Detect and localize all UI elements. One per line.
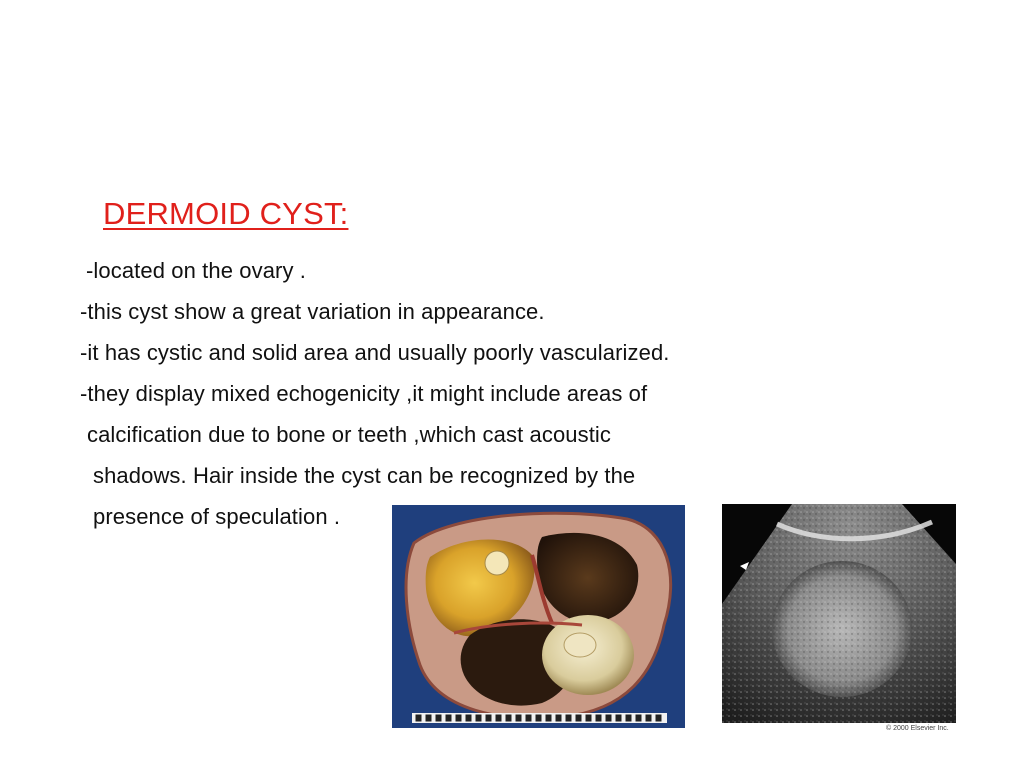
bullet-line-shadows: shadows. Hair inside the cyst can be recognized by the: [93, 463, 636, 488]
ultrasound-image: [722, 504, 956, 723]
image-credit: © 2000 Elsevier Inc.: [886, 725, 949, 732]
specimen-photo: [392, 505, 685, 728]
bullet-line-located: -located on the ovary .: [86, 258, 306, 283]
bullet-line-speculation: presence of speculation .: [93, 504, 341, 529]
bullet-line-cystic-solid: -it has cystic and solid area and usually poorly vascularized.: [80, 340, 670, 365]
bullet-line-variation: -this cyst show a great variation in appearance.: [80, 299, 545, 324]
slide-title: DERMOID CYST:: [103, 196, 349, 231]
bullet-line-calcification: calcification due to bone or teeth ,which cast acoustic: [87, 422, 612, 447]
bullet-line-echogenicity: -they display mixed echogenicity ,it might include areas of: [80, 381, 648, 406]
